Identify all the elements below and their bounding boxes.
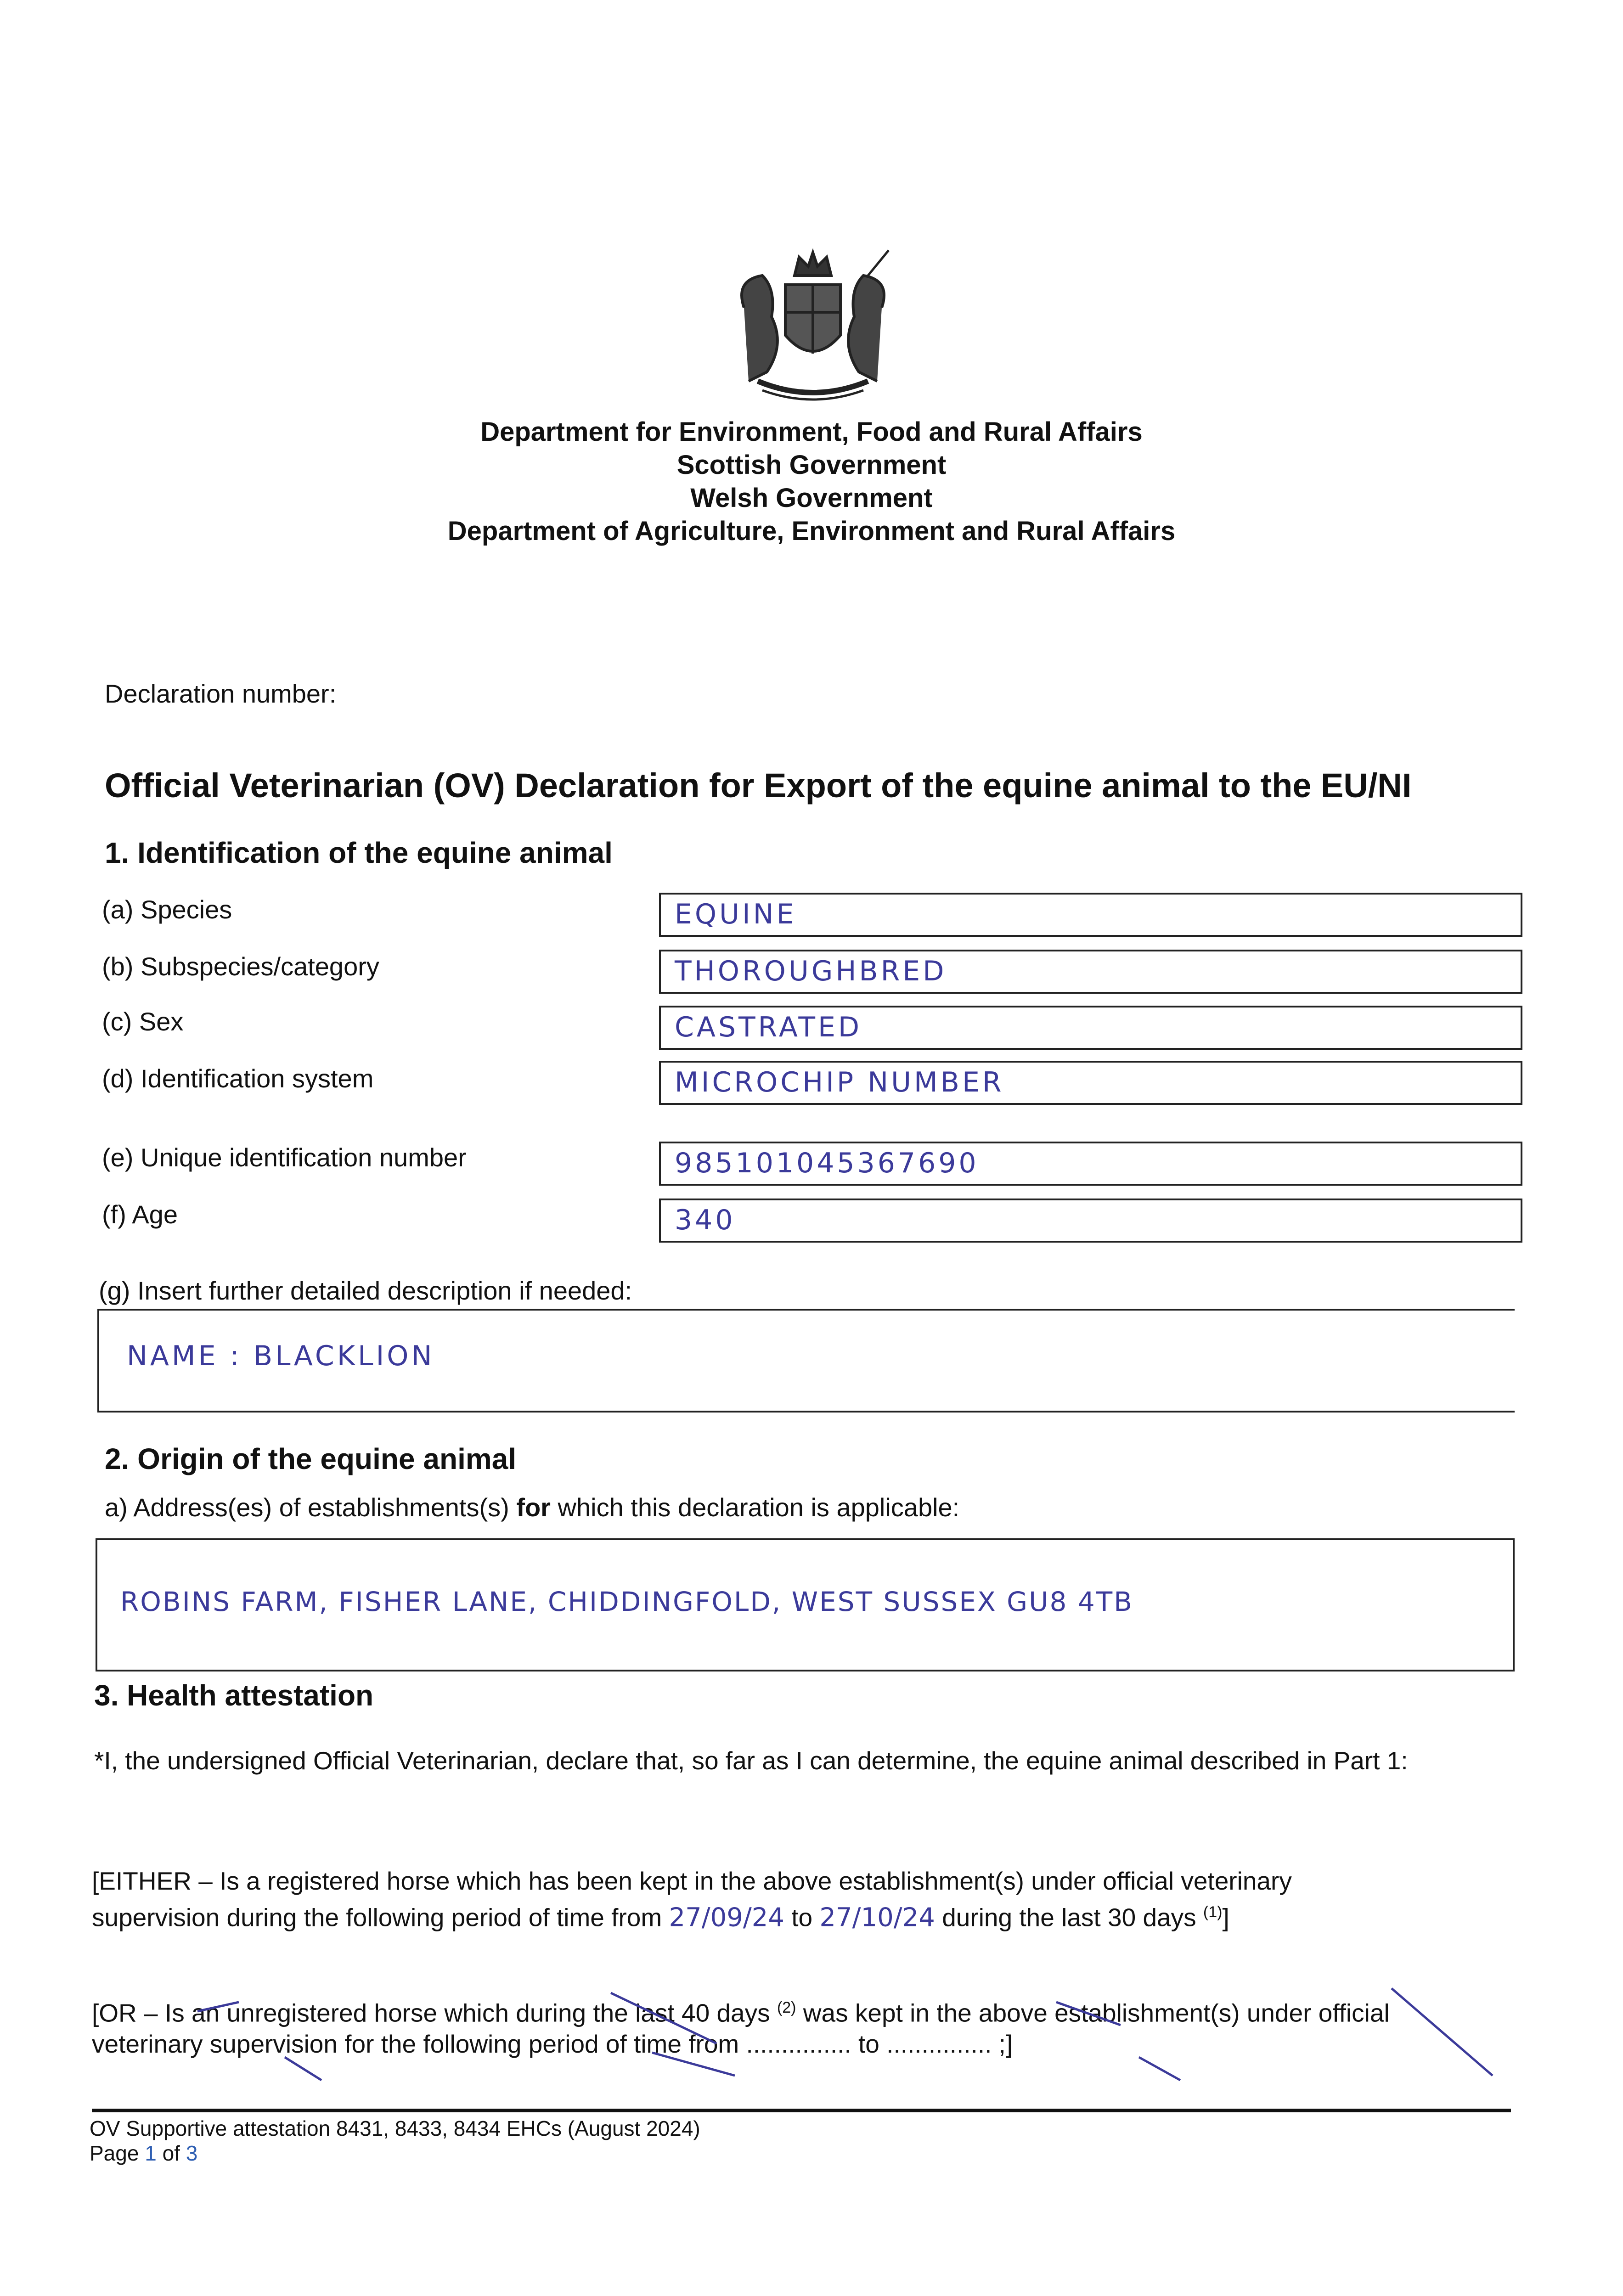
footnote-ref: (2) <box>777 1999 796 2016</box>
subspecies-value: THOROUGHBRED <box>675 955 947 987</box>
document-title: Official Veterinarian (OV) Declaration for Export of the equine animal to the EU/NI <box>105 766 1412 805</box>
address-field[interactable] <box>96 1538 1515 1671</box>
section-3-heading: 3. Health attestation <box>94 1679 374 1712</box>
either-clause-line <box>92 1896 1516 1933</box>
strike-through-marks <box>0 1975 1623 2094</box>
footnote-ref: (1) <box>1203 1903 1223 1921</box>
footer-rule <box>92 2109 1511 2112</box>
unique-id-field[interactable] <box>659 1142 1522 1186</box>
age-value: 340 <box>675 1204 736 1236</box>
description-label: (g) Insert further detailed description if needed: <box>99 1276 632 1305</box>
or-text: was kept in the above establishment(s) under official <box>796 1998 1390 2027</box>
address-label-text: a) Address(es) of establishments(s) <box>105 1493 517 1522</box>
or-clause-line: veterinary supervision for the following period of time from ............... to ............... ;] <box>92 2030 1013 2059</box>
either-text: ] <box>1222 1903 1229 1932</box>
period-to-date: 27/10/24 <box>819 1902 935 1933</box>
either-text: during the last 30 days <box>935 1903 1203 1932</box>
description-value: NAME : BLACKLION <box>127 1340 435 1372</box>
page-prefix: Page <box>90 2141 145 2165</box>
age-field[interactable] <box>659 1199 1522 1243</box>
department-line: Welsh Government <box>690 483 933 513</box>
address-label <box>105 1492 959 1522</box>
either-text: supervision during the following period of time from <box>92 1903 669 1932</box>
footer-reference: OV Supportive attestation 8431, 8433, 8434 EHCs (August 2024) <box>90 2116 700 2140</box>
declaration-number-label: Declaration number: <box>105 679 337 708</box>
sex-value: CASTRATED <box>675 1011 862 1043</box>
address-label-text: which this declaration is applicable: <box>550 1493 960 1522</box>
section-2-heading: 2. Origin of the equine animal <box>105 1442 517 1475</box>
department-line: Department for Environment, Food and Rural Affairs <box>480 417 1143 447</box>
or-text: [OR – Is an unregistered horse which during the last 40 days <box>92 1998 777 2027</box>
address-label-emphasis: for <box>516 1493 551 1522</box>
page-indicator <box>90 2141 197 2166</box>
either-clause <box>92 1865 1516 1933</box>
field-label-species: (a) Species <box>102 895 232 924</box>
either-clause-line: [EITHER – Is a registered horse which has been kept in the above establishment(s) under official veterinary <box>92 1867 1292 1895</box>
sex-field[interactable] <box>659 1006 1522 1050</box>
unique-id-value: 985101045367690 <box>675 1147 979 1179</box>
page-current: 1 <box>145 2141 157 2165</box>
field-label-subspecies: (b) Subspecies/category <box>102 952 379 981</box>
description-field[interactable] <box>97 1309 1515 1412</box>
species-value: EQUINE <box>675 898 797 930</box>
address-value: ROBINS FARM, FISHER LANE, CHIDDINGFOLD, WEST SUSSEX GU8 4TB <box>120 1586 1134 1617</box>
either-text: to <box>784 1903 820 1932</box>
section-1-heading: 1. Identification of the equine animal <box>105 836 613 869</box>
identification-system-field[interactable] <box>659 1061 1522 1105</box>
field-label-sex: (c) Sex <box>102 1007 184 1036</box>
identification-system-value: MICROCHIP NUMBER <box>675 1066 1004 1098</box>
field-label-age: (f) Age <box>102 1200 178 1229</box>
page-of: of <box>156 2141 186 2165</box>
royal-coat-of-arms-emblem <box>716 243 909 409</box>
page-total: 3 <box>186 2141 198 2165</box>
field-label-unique-id: (e) Unique identification number <box>102 1143 467 1172</box>
department-line: Scottish Government <box>676 450 947 480</box>
field-label-identification-system: (d) Identification system <box>102 1064 374 1093</box>
subspecies-field[interactable] <box>659 950 1522 994</box>
attestation-intro: *I, the undersigned Official Veterinarian, declare that, so far as I can determine, the equine animal described in Part 1: <box>94 1746 1408 1775</box>
period-from-date: 27/09/24 <box>669 1902 784 1933</box>
department-line: Department of Agriculture, Environment and Rural Affairs <box>447 516 1176 546</box>
species-field[interactable] <box>659 893 1522 937</box>
